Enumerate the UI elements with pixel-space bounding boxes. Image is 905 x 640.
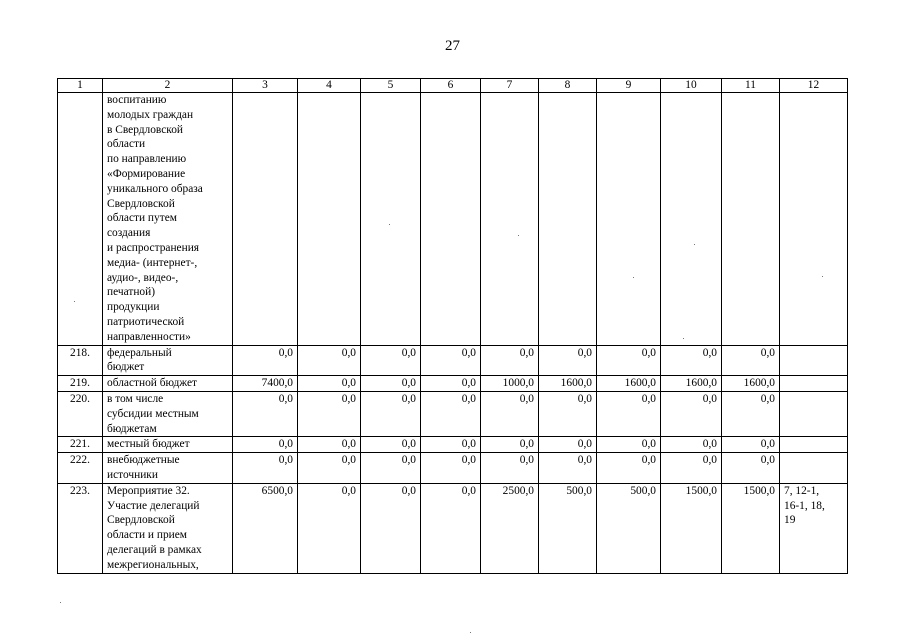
- value-cell: 0,0: [233, 391, 298, 436]
- column-header: 9: [597, 79, 661, 93]
- value-cell: 0,0: [298, 453, 361, 484]
- target-reference: [780, 453, 848, 484]
- value-cell: 0,0: [421, 345, 481, 376]
- value-cell: 1600,0: [661, 376, 722, 392]
- value-cell: 1600,0: [539, 376, 597, 392]
- value-cell: 0,0: [361, 391, 421, 436]
- value-cell: 0,0: [661, 437, 722, 453]
- value-cell: 0,0: [421, 453, 481, 484]
- column-header: 6: [421, 79, 481, 93]
- value-cell: 0,0: [361, 376, 421, 392]
- scan-speck: [633, 277, 634, 278]
- value-cell: 0,0: [539, 453, 597, 484]
- empty-cell: [421, 93, 481, 346]
- target-reference: [780, 391, 848, 436]
- page-number: 27: [445, 38, 460, 54]
- table-row: [58, 437, 848, 453]
- row-name: федеральный бюджет: [103, 345, 233, 376]
- value-cell: 0,0: [298, 391, 361, 436]
- empty-cell: [233, 93, 298, 346]
- row-name: областной бюджет: [103, 376, 233, 392]
- value-cell: 0,0: [481, 453, 539, 484]
- scan-speck: [389, 224, 390, 225]
- value-cell: 0,0: [539, 391, 597, 436]
- column-header: 8: [539, 79, 597, 93]
- value-cell: 500,0: [539, 483, 597, 573]
- column-header: 3: [233, 79, 298, 93]
- value-cell: 0,0: [233, 437, 298, 453]
- column-header: 7: [481, 79, 539, 93]
- value-cell: 0,0: [597, 345, 661, 376]
- value-cell: 0,0: [361, 345, 421, 376]
- scan-speck: [74, 301, 75, 302]
- value-cell: 0,0: [597, 437, 661, 453]
- row-name: Мероприятие 32. Участие делегаций Свердловской области и прием делегаций в рамках межрегиональных,: [103, 483, 233, 573]
- value-cell: 1000,0: [481, 376, 539, 392]
- target-reference: [780, 437, 848, 453]
- table-row: [58, 453, 848, 484]
- value-cell: 0,0: [421, 483, 481, 573]
- row-number: 219.: [58, 376, 103, 392]
- empty-cell: [539, 93, 597, 346]
- empty-cell: [298, 93, 361, 346]
- continuation-row: [58, 93, 848, 346]
- target-reference: [780, 376, 848, 392]
- value-cell: 0,0: [421, 376, 481, 392]
- value-cell: 6500,0: [233, 483, 298, 573]
- value-cell: 0,0: [597, 391, 661, 436]
- value-cell: 0,0: [298, 345, 361, 376]
- empty-cell: [361, 93, 421, 346]
- scan-speck: [683, 338, 684, 339]
- value-cell: 0,0: [361, 483, 421, 573]
- column-header: 11: [722, 79, 780, 93]
- value-cell: 1600,0: [597, 376, 661, 392]
- value-cell: 0,0: [481, 391, 539, 436]
- row-number: 221.: [58, 437, 103, 453]
- value-cell: 0,0: [661, 453, 722, 484]
- value-cell: 0,0: [661, 345, 722, 376]
- value-cell: 0,0: [481, 345, 539, 376]
- scan-speck: [60, 602, 61, 603]
- row-number: 218.: [58, 345, 103, 376]
- column-header: 10: [661, 79, 722, 93]
- value-cell: 1500,0: [661, 483, 722, 573]
- row-number: 222.: [58, 453, 103, 484]
- column-number-header-row: [58, 79, 848, 93]
- table-row: [58, 391, 848, 436]
- value-cell: 0,0: [539, 437, 597, 453]
- empty-cell: [597, 93, 661, 346]
- budget-table: [57, 78, 848, 574]
- value-cell: 500,0: [597, 483, 661, 573]
- scan-speck: [822, 276, 823, 277]
- value-cell: 2500,0: [481, 483, 539, 573]
- value-cell: 0,0: [722, 391, 780, 436]
- row-number: 223.: [58, 483, 103, 573]
- empty-cell: [661, 93, 722, 346]
- value-cell: 7400,0: [233, 376, 298, 392]
- target-reference: 7, 12-1, 16-1, 18, 19: [780, 483, 848, 573]
- table-row: [58, 483, 848, 573]
- value-cell: 0,0: [361, 453, 421, 484]
- empty-cell: [58, 93, 103, 346]
- table-row: [58, 345, 848, 376]
- value-cell: 0,0: [298, 376, 361, 392]
- value-cell: 0,0: [421, 391, 481, 436]
- value-cell: 0,0: [421, 437, 481, 453]
- column-header: 4: [298, 79, 361, 93]
- value-cell: 0,0: [233, 345, 298, 376]
- value-cell: 0,0: [722, 437, 780, 453]
- value-cell: 0,0: [298, 483, 361, 573]
- column-header: 2: [103, 79, 233, 93]
- value-cell: 1600,0: [722, 376, 780, 392]
- continuation-text: воспитанию молодых граждан в Свердловской области по направлению «Формирование уникального образа Свердловской области путем создания и распространения медиа- (интернет-, аудио-, видео-, печатной) продукции патриотической направленности»: [103, 93, 233, 346]
- value-cell: 0,0: [722, 345, 780, 376]
- column-header: 12: [780, 79, 848, 93]
- column-header: 1: [58, 79, 103, 93]
- row-name: в том числе субсидии местным бюджетам: [103, 391, 233, 436]
- table-row: [58, 376, 848, 392]
- row-name: внебюджетные источники: [103, 453, 233, 484]
- target-reference: [780, 345, 848, 376]
- value-cell: 0,0: [298, 437, 361, 453]
- value-cell: 0,0: [361, 437, 421, 453]
- scan-speck: [518, 235, 519, 236]
- value-cell: 0,0: [233, 453, 298, 484]
- value-cell: 0,0: [722, 453, 780, 484]
- value-cell: 0,0: [481, 437, 539, 453]
- scan-speck: [470, 632, 471, 633]
- value-cell: 0,0: [661, 391, 722, 436]
- row-number: 220.: [58, 391, 103, 436]
- scan-speck: [694, 244, 695, 245]
- empty-cell: [780, 93, 848, 346]
- empty-cell: [481, 93, 539, 346]
- row-name: местный бюджет: [103, 437, 233, 453]
- column-header: 5: [361, 79, 421, 93]
- value-cell: 0,0: [539, 345, 597, 376]
- empty-cell: [722, 93, 780, 346]
- value-cell: 0,0: [597, 453, 661, 484]
- value-cell: 1500,0: [722, 483, 780, 573]
